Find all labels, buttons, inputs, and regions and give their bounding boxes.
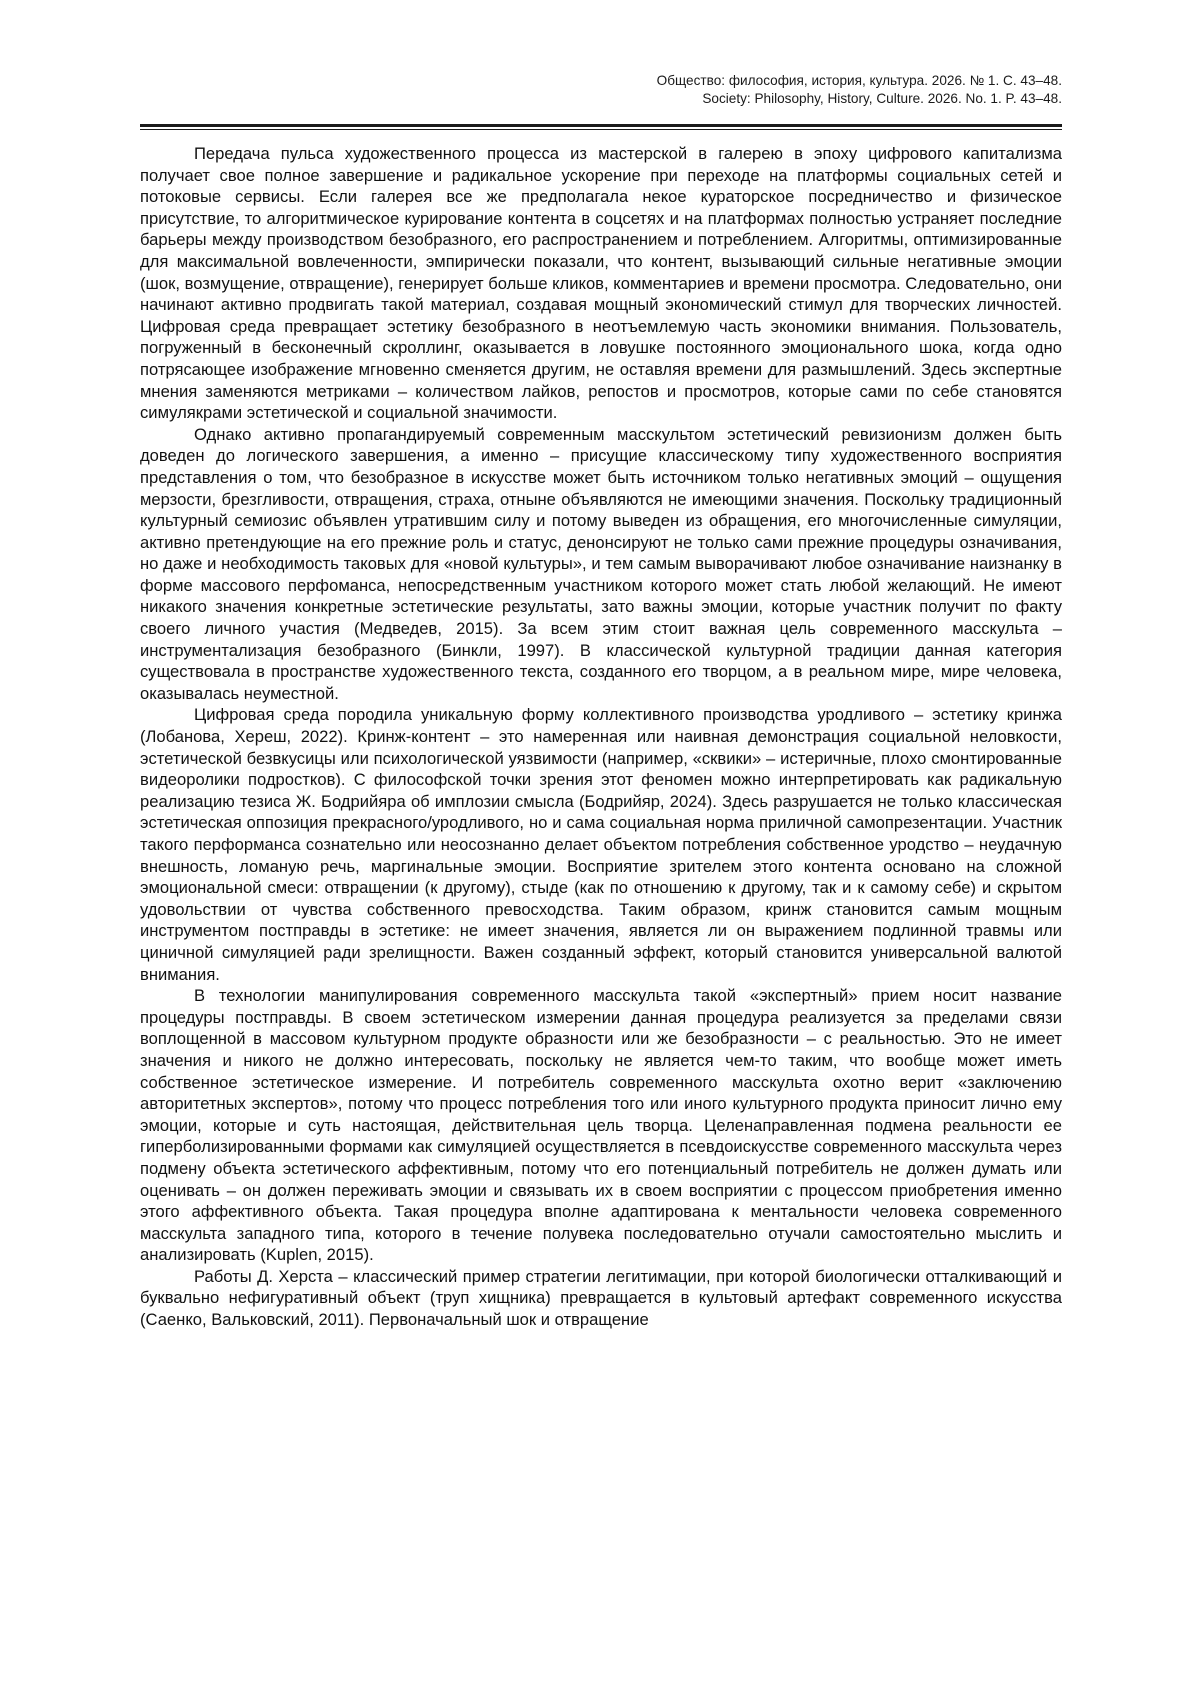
paragraph: Работы Д. Херста – классический пример стратегии легитимации, при которой биологически отталкивающий и буквально нефигуративный объект (труп хищника) превращается в культовый артефакт современного искусства (Саенко, Вальковский, 2011). Первоначальный шок и отвращение [140,1266,1062,1330]
paragraph: Однако активно пропагандируемый современным масскультом эстетический ревизионизм должен быть доведен до логического завершения, а именно – присущие классическому типу художественного восприятия представления о том, что безобразное в искусстве может быть источником только негативных эмоций – ощущения мерзости, брезгливости, отвращения, страха, отныне объявляются не имеющими значения. Поскольку традиционный культурный семиозис объявлен утратившим силу и потому выведен из обращения, его многочисленные симуляции, активно претендующие на его прежние роль и статус, денонсируют не только сами прежние процедуры означивания, но даже и необходимость таковых для «новой культуры», и тем самым выворачивают любое означивание наизнанку в форме массового перфоманса, непосредственным участником которого может стать любой желающий. Не имеют никакого значения конкретные эстетические результаты, зато важны эмоции, которые участник получит по факту своего личного участия (Медведев, 2015). За всем этим стоит важная цель современного масскульта – инструментализация безобразного (Бинкли, 1997). В классической культурной традиции данная категория существовала в пространстве художественного текста, созданного его творцом, а в реальном мире, мире человека, оказывалась неуместной. [140,424,1062,703]
header-citation-en: Society: Philosophy, History, Culture. 2026. No. 1. P. 43–48. [702,91,1062,106]
paragraph: Цифровая среда породила уникальную форму коллективного производства уродливого – эстетику кринжа (Лобанова, Хереш, 2022). Кринж-контент – это намеренная или наивная демонстрация социальной неловкости, эстетической безвкусицы или психологической уязвимости (например, «сквики» – истеричные, плохо смонтированные видеоролики подростков). С философской точки зрения этот феномен можно интерпретировать как радикальную реализацию тезиса Ж. Бодрийяра об имплозии смысла (Бодрийяр, 2024). Здесь разрушается не только классическая эстетическая оппозиция прекрасного/уродливого, но и сама социальная норма приличной самопрезентации. Участник такого перформанса сознательно или неосознанно делает объектом потребления собственное уродство – неудачную внешность, ломаную речь, маргинальные эмоции. Восприятие зрителем этого контента основано на сложной эмоциональной смеси: отвращении (к другому), стыде (как по отношению к другому, так и к самому себе) и скрытом удовольствии от чувства собственного превосходства. Таким образом, кринж становится самым мощным инструментом постправды в эстетике: не имеет значения, является ли он выражением подлинной травмы или циничной симуляцией ради зрелищности. Важен созданный эффект, который становится универсальной валютой внимания. [140,705,1062,984]
paragraph: Передача пульса художественного процесса из мастерской в галерею в эпоху цифрового капитализма получает свое полное завершение и радикальное ускорение при переходе на платформы социальных сетей и потоковые сервисы. Если галерея все же предполагала некое кураторское посредничество и физическое присутствие, то алгоритмическое курирование контента в соцсетях и на платформах полностью устраняет последние барьеры между производством безобразного, его распространением и потреблением. Алгоритмы, оптимизированные для максимальной вовлеченности, эмпирически показали, что контент, вызывающий сильные негативные эмоции (шок, возмущение, отвращение), генерирует больше кликов, комментариев и времени просмотра. Следовательно, они начинают активно продвигать такой материал, создавая мощный экономический стимул для творческих личностей. Цифровая среда превращает эстетику безобразного в неотъемлемую часть экономики внимания. Пользователь, погруженный в бесконечный скроллинг, оказывается в ловушке постоянного эмоционального шока, когда одно потрясающее изображение мгновенно сменяется другим, не оставляя времени для размышлений. Здесь экспертные мнения заменяются метриками – количеством лайков, репостов и просмотров, которые сами по себе становятся симулякрами эстетической и социальной значимости. [140,144,1062,423]
running-header [140,72,1062,108]
paragraph: В технологии манипулирования современного масскульта такой «экспертный» прием носит название процедуры постправды. В своем эстетическом измерении данная процедура реализуется за пределами связи воплощенной в массовом культурном продукте образности или же безобразности – с реальностью. Это не имеет значения и никого не должно интересовать, поскольку не является чем-то таким, что вообще может иметь собственное эстетическое измерение. И потребитель современного масскульта охотно верит «заключению авторитетных экспертов», потому что процесс потребления того или иного культурного продукта приносит лично ему эмоции, которые и суть настоящая, действительная цель творца. Целенаправленная подмена реальности ее гиперболизированными формами как симуляцией осуществляется в псевдоискусстве современного масскульта через подмену объекта эстетического аффективным, потому что его потенциальный потребитель не должен думать или оценивать – он должен переживать эмоции и связывать их в своем восприятии с процессом приобретения именно этого аффективного объекта. Такая процедура вполне адаптирована к ментальности человека современного масскульта западного типа, которого в течение полувека последовательно отучали самостоятельно мыслить и анализировать (Kuplen, 2015). [140,986,1062,1265]
header-rule-thin [140,129,1062,130]
body-text [140,143,1062,1331]
header-rule [140,124,1062,127]
header-citation-ru: Общество: философия, история, культура. 2026. № 1. С. 43–48. [656,73,1062,88]
